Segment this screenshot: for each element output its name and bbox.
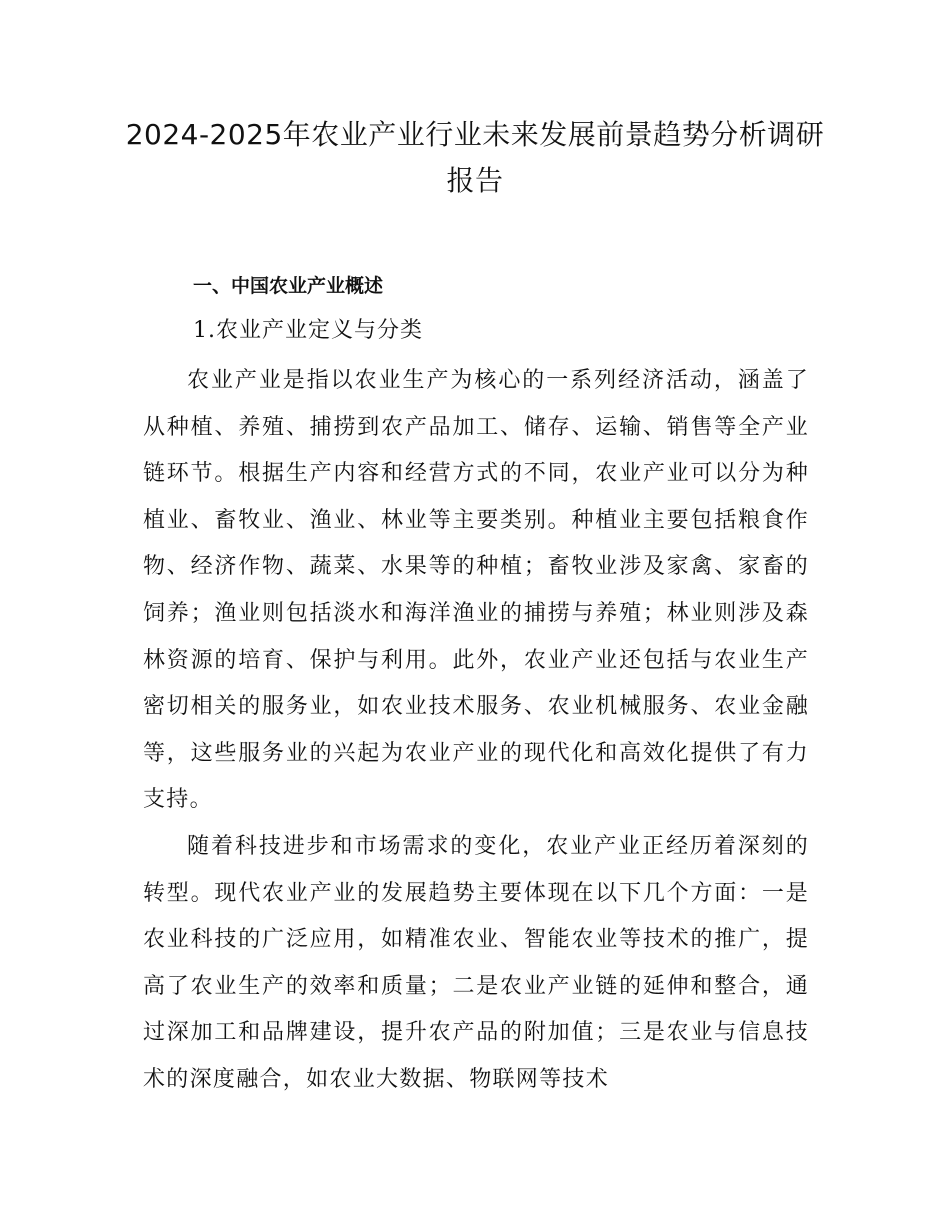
paragraph-trends: 随着科技进步和市场需求的变化，农业产业正经历着深刻的转型。现代农业产业的发展趋势主要体现在以下几个方面：一是农业科技的广泛应用，如精准农业、智能农业等技术的推广，提高了农业生产的效率和质量；二是农业产业链的延伸和整合，通过深加工和品牌建设，提升农产品的附加值；三是农业与信息技术的深度融合，如农业大数据、物联网等技术 bbox=[143, 833, 809, 1092]
paragraph-definition: 农业产业是指以农业生产为核心的一系列经济活动，涵盖了从种植、养殖、捕捞到农产品加工、储存、运输、销售等全产业链环节。根据生产内容和经营方式的不同，农业产业可以分为种植业、畜牧业、渔业、林业等主要类别。种植业主要包括粮食作物、经济作物、蔬菜、水果等的种植；畜牧业涉及家禽、家畜的饲养；渔业则包括淡水和海洋渔业的捕捞与养殖；林业则涉及森林资源的培育、保护与利用。此外，农业产业还包括与农业生产密切相关的服务业，如农业技术服务、农业机械服务、农业金融等，这些服务业的兴起为农业产业的现代化和高效化提供了有力支持。 bbox=[143, 368, 809, 813]
document-title: 2024-2025年农业产业行业未来发展前景趋势分析调研报告 bbox=[125, 118, 825, 197]
section-heading: 一、中国农业产业概述 bbox=[193, 275, 384, 297]
subsection-heading: 1.农业产业定义与分类 bbox=[193, 318, 423, 343]
document-body bbox=[143, 358, 809, 1104]
